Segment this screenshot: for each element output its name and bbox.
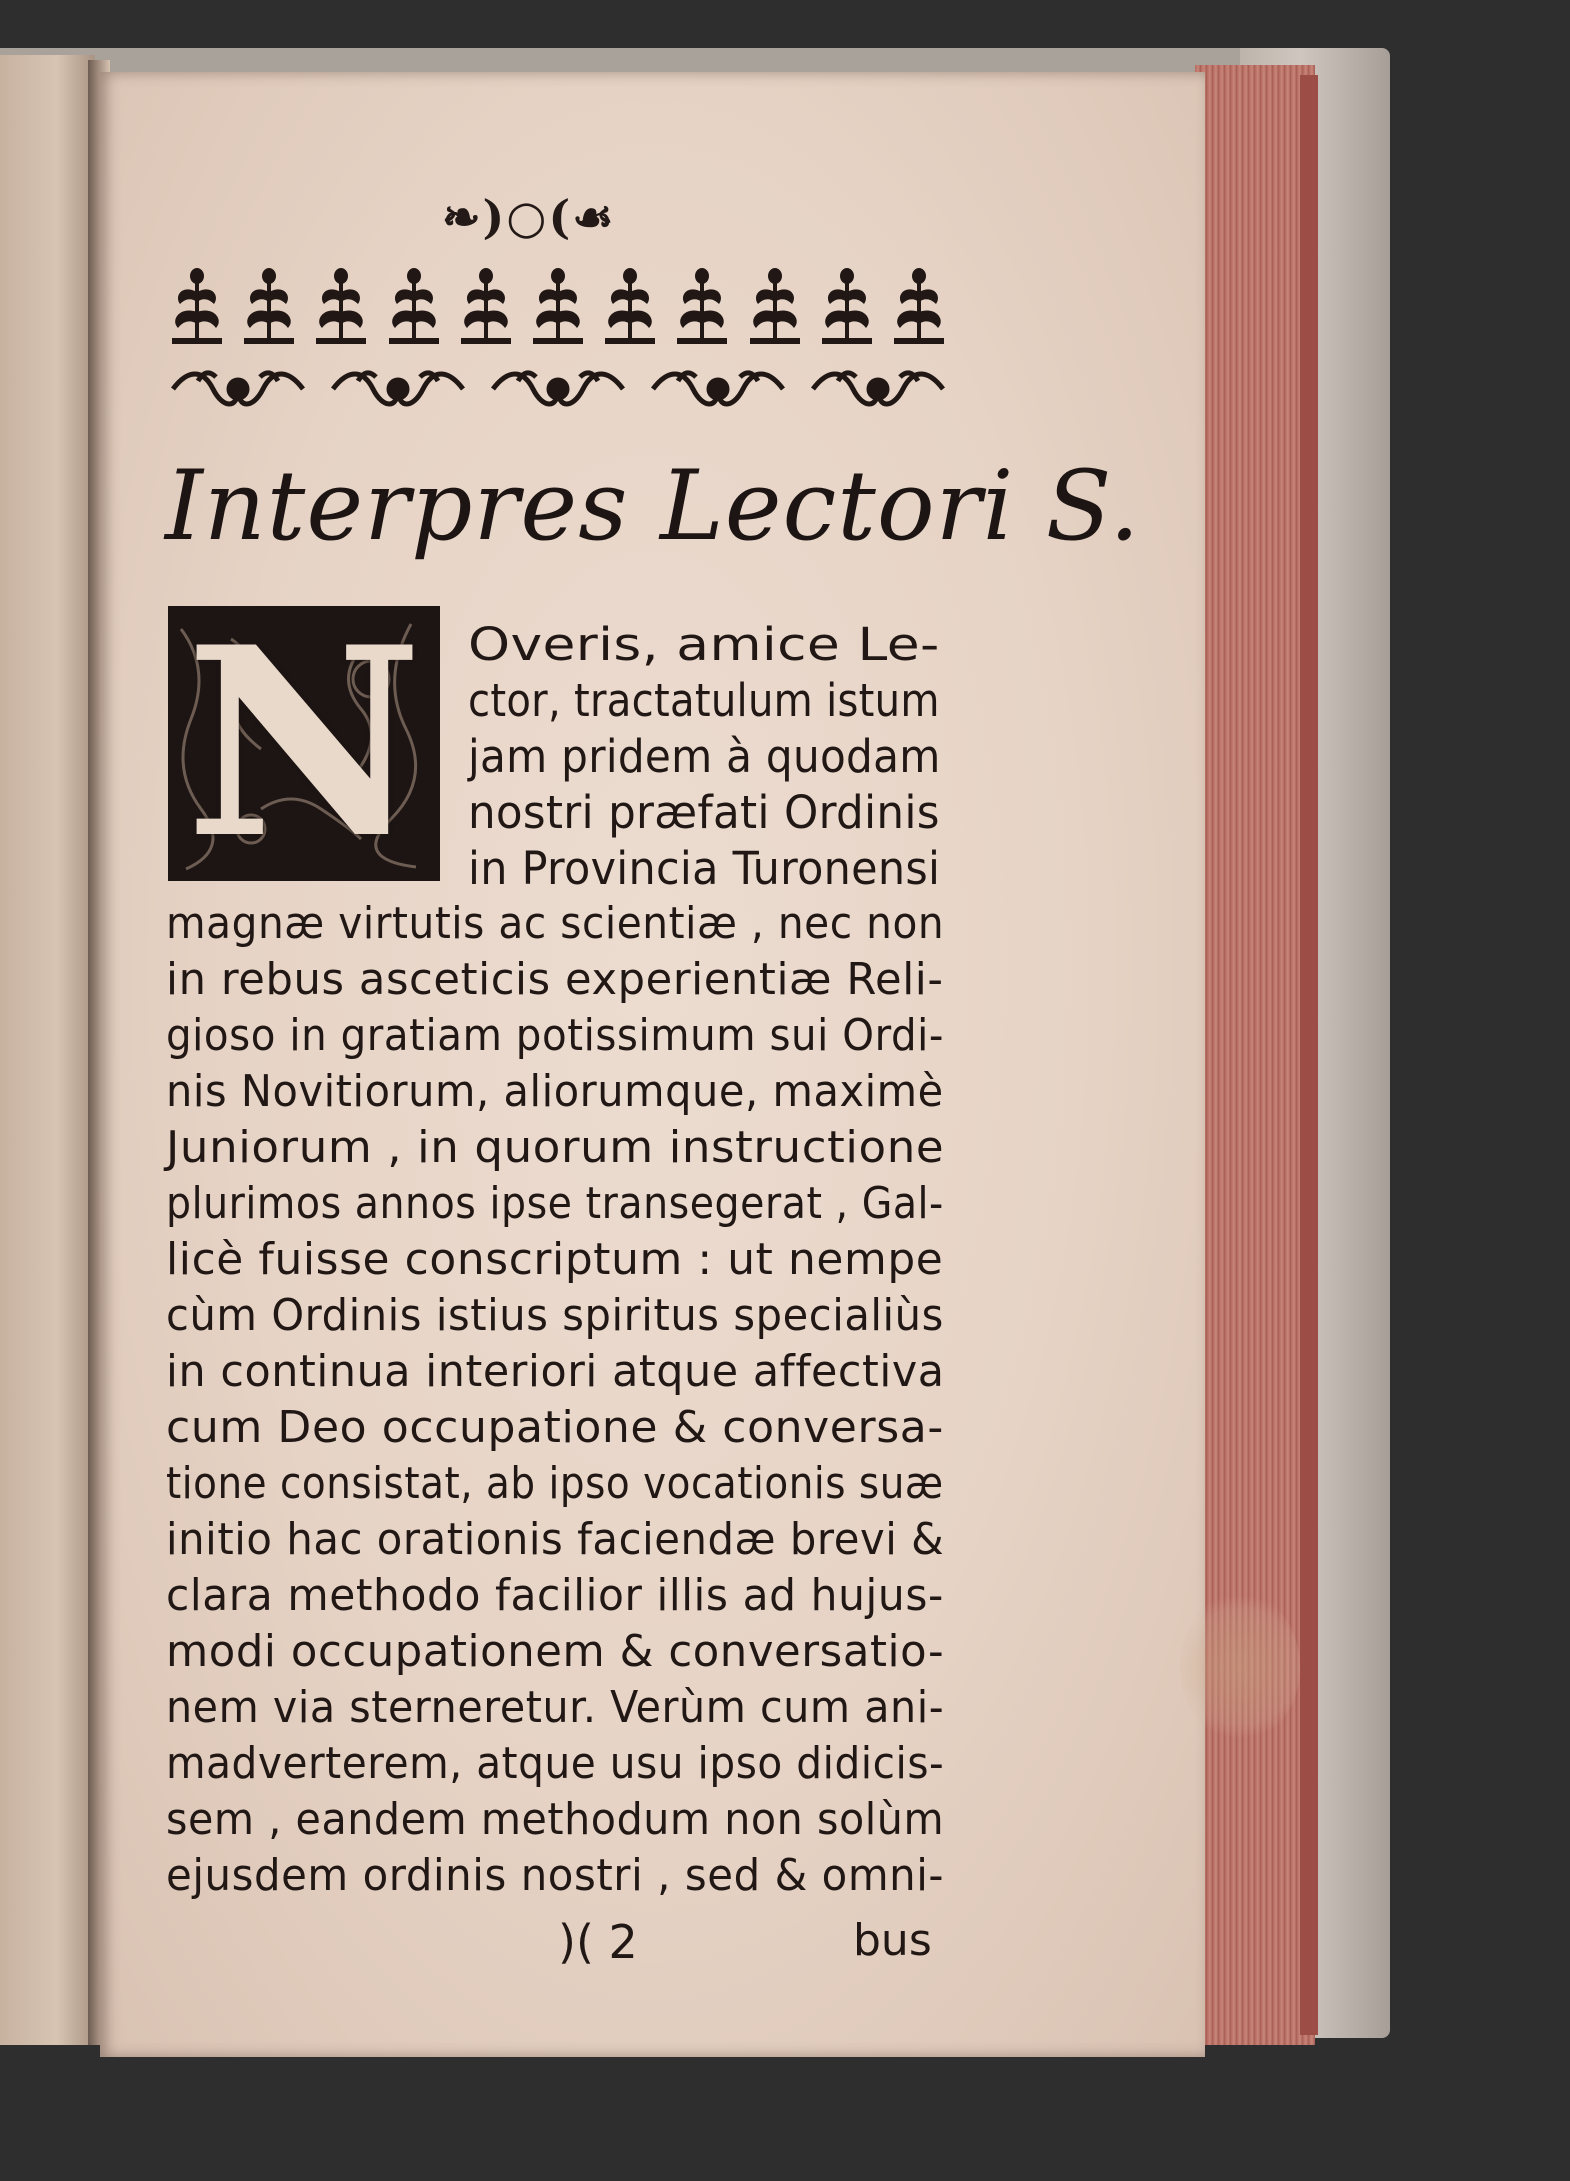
page-title: Interpres Lectori S. xyxy=(165,450,1141,562)
text-line: magnæ virtutis ac scientiæ , nec non xyxy=(166,898,945,949)
text-line: Overis, amice Le- xyxy=(468,618,940,671)
text-line: plurimos annos ipse transegerat , Gal- xyxy=(166,1178,944,1229)
fleuron-icon xyxy=(818,268,876,348)
text-line: jam pridem à quodam xyxy=(468,730,941,783)
scroll-ornament-icon xyxy=(648,358,788,420)
book-cover-top xyxy=(0,48,1345,72)
text-line: in continua interiori atque affectiva xyxy=(166,1346,945,1397)
fleuron-icon xyxy=(746,268,804,348)
text-line: clara methodo facilior illis ad hujus- xyxy=(166,1570,944,1621)
fleuron-icon xyxy=(601,268,659,348)
scroll-ornament-icon xyxy=(808,358,948,420)
fleuron-icon xyxy=(890,268,948,348)
text-line: nostri præfati Ordinis xyxy=(468,786,940,839)
fleuron-row-bottom xyxy=(168,358,948,420)
text-line: sem , eandem methodum non solùm xyxy=(166,1794,945,1845)
scroll-ornament-icon xyxy=(328,358,468,420)
text-line: madverterem, atque usu ipso didicis- xyxy=(166,1738,945,1789)
page-edge-shadow xyxy=(1300,75,1318,2035)
scroll-ornament-icon xyxy=(488,358,628,420)
decorated-initial xyxy=(168,590,440,896)
text-line: nis Novitiorum, aliorumque, maximè xyxy=(166,1066,944,1117)
text-line: cum Deo occupatione & conversa- xyxy=(166,1402,944,1453)
text-line: modi occupationem & conversatio- xyxy=(166,1626,945,1677)
signature-mark: )( 2 xyxy=(558,1915,638,1969)
text-line: gioso in gratiam potissimum sui Ordi- xyxy=(166,1010,945,1061)
fleuron-icon xyxy=(312,268,370,348)
text-line: initio hac orationis faciendæ brevi & xyxy=(166,1514,945,1565)
initial-letter: N xyxy=(185,590,423,896)
catchword: bus xyxy=(853,1915,932,1966)
fleuron-icon xyxy=(240,268,298,348)
header-ornament-catchword: ❧)○(☙ xyxy=(442,190,616,244)
text-line: in rebus asceticis experientiæ Reli- xyxy=(166,954,944,1005)
text-line: ctor, tractatulum istum xyxy=(468,674,940,727)
text-line: tione consistat, ab ipso vocationis suæ xyxy=(166,1458,944,1509)
text-line: cùm Ordinis istius spiritus specialiùs xyxy=(166,1290,944,1341)
fleuron-icon xyxy=(457,268,515,348)
fleuron-icon xyxy=(385,268,443,348)
fleuron-row-top xyxy=(168,268,948,348)
text-line: in Provincia Turonensi xyxy=(468,842,941,895)
fleuron-icon xyxy=(673,268,731,348)
fleuron-icon xyxy=(168,268,226,348)
text-line: licè fuisse conscriptum : ut nempe xyxy=(166,1234,944,1285)
text-line: nem via sterneretur. Verùm cum ani- xyxy=(166,1682,945,1733)
fleuron-icon xyxy=(529,268,587,348)
left-page xyxy=(0,55,95,2045)
paper-stain xyxy=(1180,1592,1300,1742)
red-page-edges xyxy=(1195,65,1315,2045)
text-line: ejusdem ordinis nostri , sed & omni- xyxy=(166,1850,945,1901)
text-line: Juniorum , in quorum instructione xyxy=(166,1122,945,1173)
scroll-ornament-icon xyxy=(168,358,308,420)
